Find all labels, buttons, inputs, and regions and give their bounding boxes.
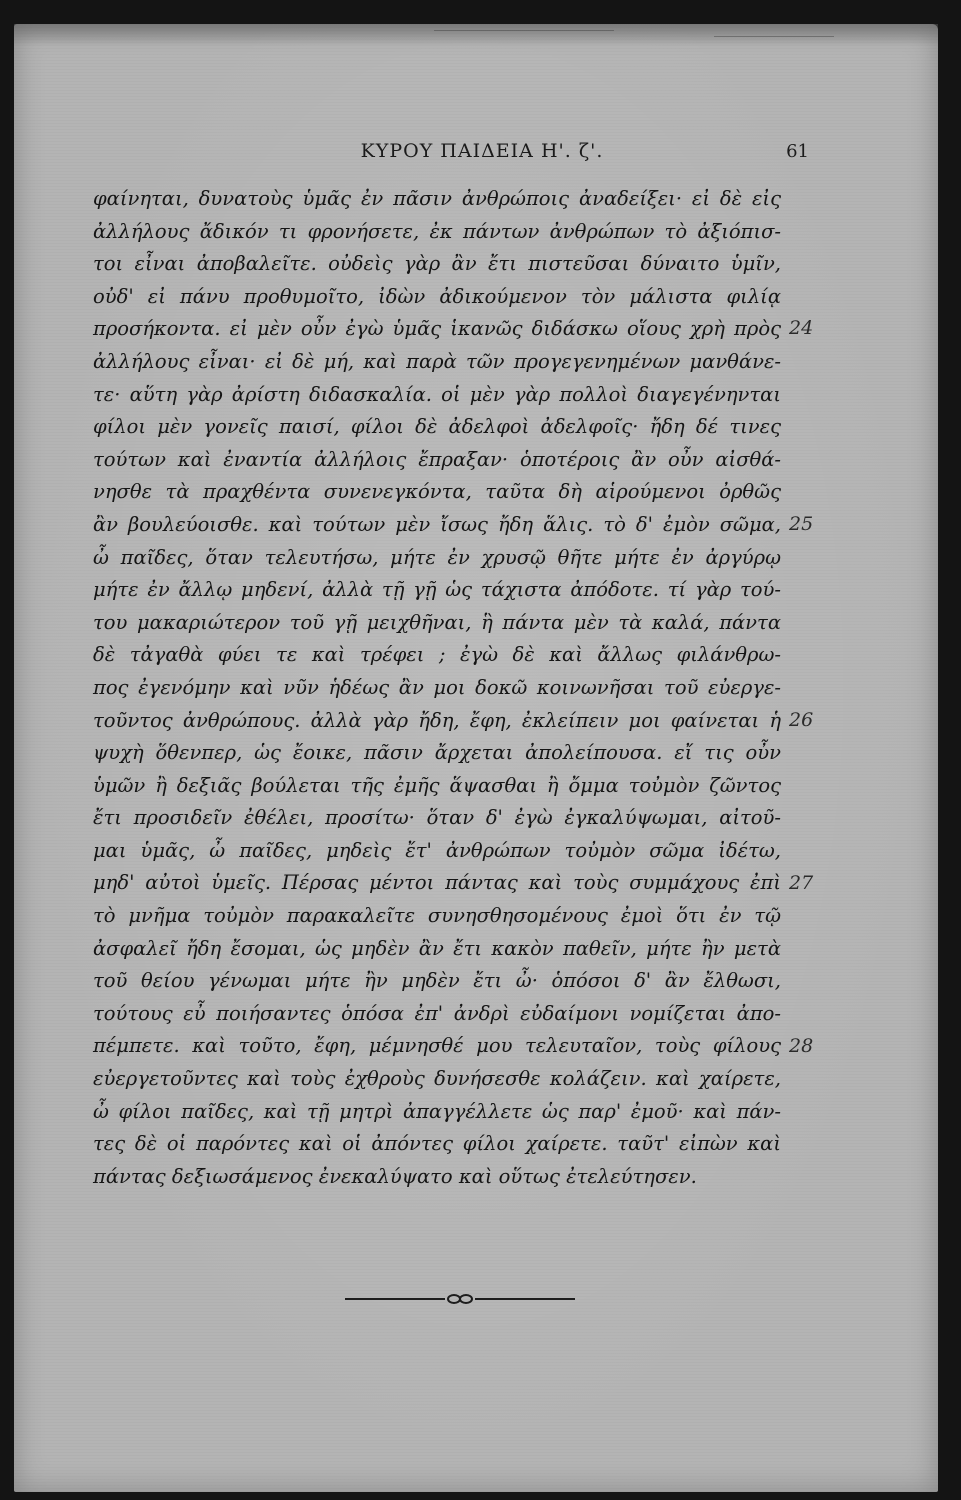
text-line: ἀλλήλους ἄδικόν τι φρονήσετε, ἐκ πάντων ἀνθρώπων τὸ ἀξιόπισ- xyxy=(93,219,781,243)
section-number: 27 xyxy=(789,871,814,894)
text-line: ψυχὴ ὅθενπερ, ὡς ἔοικε, πᾶσιν ἄρχεται ἀπολείπουσα. εἴ τις οὖν xyxy=(93,741,781,765)
section-number: 25 xyxy=(789,513,814,535)
text-line: εὐεργετοῦντες καὶ τοὺς ἐχθροὺς δυνήσεσθε κολάζειν. καὶ χαίρετε, xyxy=(93,1067,781,1091)
ornament-rule-left xyxy=(345,1298,445,1300)
paper-scuff xyxy=(714,36,834,37)
running-head: ΚΥΡΟΥ ΠΑΙΔΕΙΑ Η'. ζ'. xyxy=(360,140,604,162)
text-line: ὑμῶν ἢ δεξιᾶς βούλεται τῆς ἐμῆς ἅψασθαι ἢ ὄμμα τοὐμὸν ζῶντος xyxy=(93,773,781,797)
text-line: ἔτι προσιδεῖν ἐθέλει, προσίτω· ὅταν δ' ἐγὼ ἐγκαλύψωμαι, αἰτοῦ- xyxy=(93,806,781,830)
text-line: πέμπετε. καὶ τοῦτο, ἔφη, μέμνησθέ μου τελευταῖον, τοὺς φίλους xyxy=(93,1034,781,1058)
text-line: τούτων καὶ ἐναντία ἀλλήλοις ἔπραξαν· ὁποτέροις ἂν οὖν αἰσθά- xyxy=(93,447,781,471)
text-line: τούτους εὖ ποιήσαντες ὁπόσα ἐπ' ἀνδρὶ εὐδαίμονι νομίζεται ἀπο- xyxy=(93,1001,781,1025)
text-line: ἀλλήλους εἶναι· εἰ δὲ μή, καὶ παρὰ τῶν προγεγενημένων μανθάνε- xyxy=(93,349,781,373)
ornament-rule-right xyxy=(475,1298,575,1300)
text-line: μαι ὑμᾶς, ὦ παῖδες, μηδεὶς ἔτ' ἀνθρώπων τοὐμὸν σῶμα ἰδέτω, xyxy=(93,838,781,862)
section-number: 24 xyxy=(789,317,814,340)
text-line: ἂν βουλεύοισθε. καὶ τούτων μὲν ἴσως ἤδη ἅλις. τὸ δ' ἐμὸν σῶμα, xyxy=(93,512,781,536)
ornament-knot-icon xyxy=(445,1293,475,1305)
page-number: 61 xyxy=(786,141,809,162)
text-line: δὲ τἀγαθὰ φύει τε καὶ τρέφει ; ἐγὼ δὲ καὶ ἄλλως φιλάνθρω- xyxy=(93,643,781,667)
text-line: πος ἐγενόμην καὶ νῦν ἡδέως ἂν μοι δοκῶ κοινωνῆσαι τοῦ εὐεργε- xyxy=(93,675,781,699)
text-line: ἀσφαλεῖ ἤδη ἔσομαι, ὡς μηδὲν ἂν ἔτι κακὸν παθεῖν, μήτε ἢν μετὰ xyxy=(93,936,781,960)
text-line: προσήκοντα. εἰ μὲν οὖν ἐγὼ ὑμᾶς ἱκανῶς διδάσκω οἵους χρὴ πρὸς xyxy=(93,317,781,341)
end-ornament xyxy=(345,1292,575,1306)
section-number: 28 xyxy=(789,1034,814,1057)
section-number: 26 xyxy=(789,708,814,731)
text-line: μηδ' αὐτοὶ ὑμεῖς. Πέρσας μέντοι πάντας καὶ τοὺς συμμάχους ἐπὶ xyxy=(93,871,781,895)
body-text xyxy=(93,183,781,1193)
text-line: τὸ μνῆμα τοὐμὸν παρακαλεῖτε συνησθησομένους ἐμοὶ ὅτι ἐν τῷ xyxy=(93,904,781,928)
text-line: πάντας δεξιωσάμενος ἐνεκαλύψατο καὶ οὕτως ἐτελεύτησεν. xyxy=(93,1164,697,1188)
text-line: οὐδ' εἰ πάνυ προθυμοῖτο, ἰδὼν ἀδικούμενον τὸν μάλιστα φιλίᾳ xyxy=(93,284,781,308)
text-line: τοι εἶναι ἀποβαλεῖτε. οὐδεὶς γὰρ ἂν ἔτι πιστεῦσαι δύναιτο ὑμῖν, xyxy=(93,252,781,276)
text-line: φαίνηται, δυνατοὺς ὑμᾶς ἐν πᾶσιν ἀνθρώποις ἀναδείξει· εἰ δὲ εἰς xyxy=(93,187,781,210)
text-line: ὦ φίλοι παῖδες, καὶ τῇ μητρὶ ἀπαγγέλλετε ὡς παρ' ἐμοῦ· καὶ πάν- xyxy=(93,1099,781,1123)
text-line: μήτε ἐν ἄλλῳ μηδενί, ἀλλὰ τῇ γῇ ὡς τάχιστα ἀπόδοτε. τί γὰρ τού- xyxy=(93,578,781,602)
text-line: ὦ παῖδες, ὅταν τελευτήσω, μήτε ἐν χρυσῷ θῆτε μήτε ἐν ἀργύρῳ xyxy=(93,545,781,569)
text-line: τες δὲ οἱ παρόντες καὶ οἱ ἀπόντες φίλοι χαίρετε. ταῦτ' εἰπὼν καὶ xyxy=(93,1132,781,1156)
text-line: τοῦντος ἀνθρώπους. ἀλλὰ γὰρ ἤδη, ἔφη, ἐκλείπειν μοι φαίνεται ἡ xyxy=(93,708,781,732)
text-line: νησθε τὰ πραχθέντα συνενεγκόντα, ταῦτα δὴ αἱρούμενοι ὀρθῶς xyxy=(93,480,781,504)
text-line: τοῦ θείου γένωμαι μήτε ἢν μηδὲν ἔτι ὦ· ὁπόσοι δ' ἂν ἔλθωσι, xyxy=(93,969,781,993)
paper-scuff xyxy=(434,30,614,31)
text-line: τε· αὕτη γὰρ ἀρίστη διδασκαλία. οἱ μὲν γὰρ πολλοὶ διαγεγένηνται xyxy=(93,382,781,406)
text-line: φίλοι μὲν γονεῖς παισί, φίλοι δὲ ἀδελφοὶ ἀδελφοῖς· ἤδη δέ τινες xyxy=(93,415,781,439)
text-line: του μακαριώτερον τοῦ γῇ μειχθῆναι, ἣ πάντα μὲν τὰ καλά, πάντα xyxy=(93,610,781,634)
